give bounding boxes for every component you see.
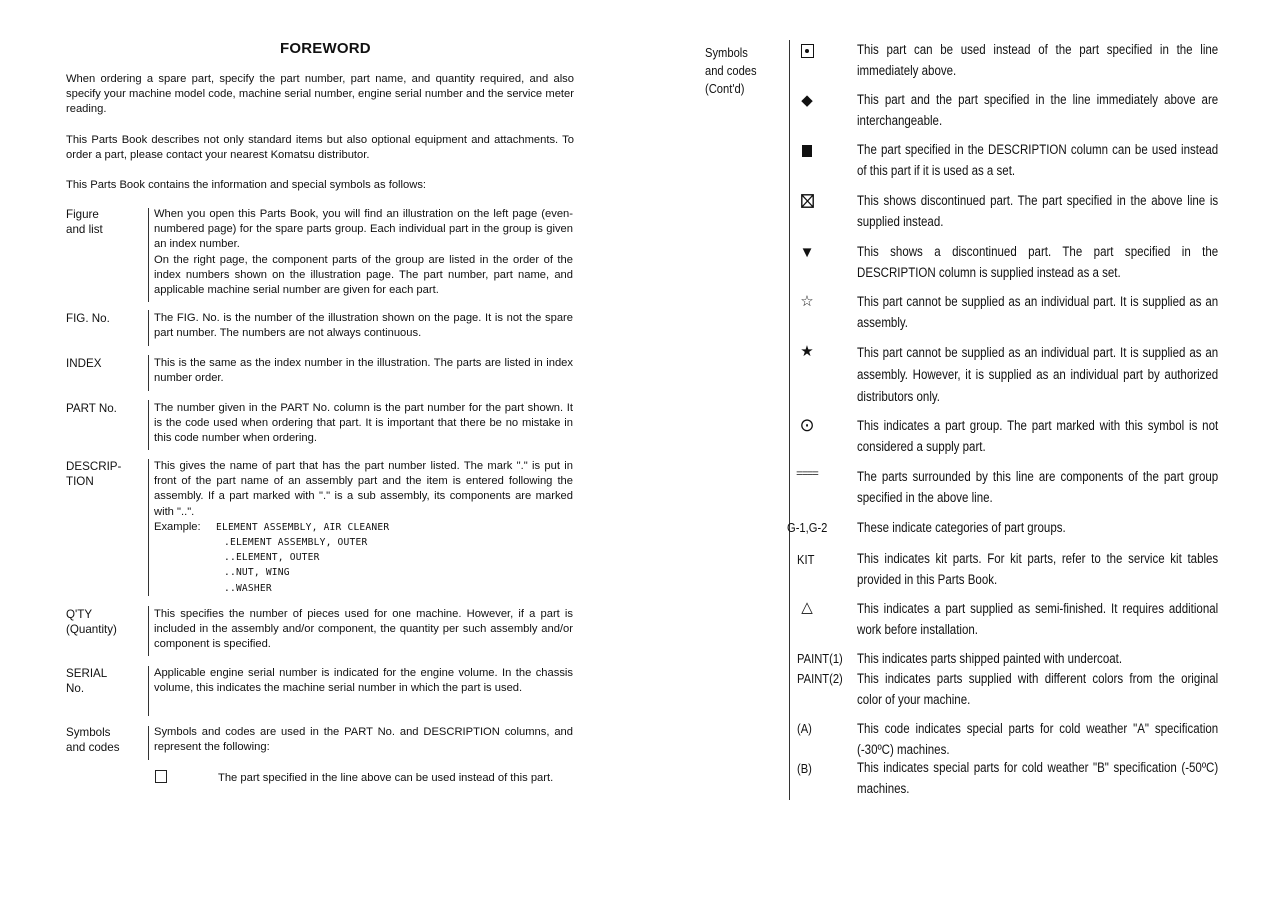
desc-symbols-and-codes: Symbols and codes are used in the PART No. and DESCRIPTION columns, and represent the following: <box>154 726 573 754</box>
symbol-description-2: The part specified in the DESCRIPTION column can be used instead of this part if it is used as a set. <box>857 142 1219 178</box>
intro-paragraph-2: This Parts Book describes not only standard items but also optional equipment and attachments. To order a part, please contact your nearest Komatsu distributor. <box>66 134 574 162</box>
term-part-no: PART No. <box>66 402 117 415</box>
symbol-description-14: This code indicates special parts for cold weather "A" specification (-30ºC) machines. <box>857 721 1219 757</box>
filled-star-icon: ★ <box>800 343 814 360</box>
desc-figure-and-list: When you open this Parts Book, you will find an illustration on the left page (even-numbered page) for the spare parts group. Each individual part in the group is given an index number. On the right page, the component parts of the group are listed in the order of the index numbers shown on the illustration page. The part number, part name, and applicable machine serial number are given for each part. <box>154 208 573 297</box>
code-paint-2: PAINT(2) <box>797 671 843 686</box>
column-divider <box>148 726 149 760</box>
desc-qty: This specifies the number of pieces used for one machine. However, if a part is included in the assembly and/or component, the quantity per such assembly and/or component is specified. <box>154 608 573 651</box>
column-divider <box>148 666 149 716</box>
symbol-description-10: This indicates kit parts. For kit parts, refer to the service kit tables provided in this Parts Book. <box>857 551 1219 587</box>
intro-paragraph-1: When ordering a spare part, specify the part number, part name, and quantity required, and also specify your machine model code, machine serial number, engine serial number and the service meter reading. <box>66 73 574 116</box>
column-divider <box>148 355 149 391</box>
desc-fig-no: The FIG. No. is the number of the illustration shown on the page. It is not the spare part number. The numbers are not always continuous. <box>154 312 573 340</box>
open-triangle-icon: △ <box>801 599 813 616</box>
term-serial-no: SERIAL No. <box>66 667 108 696</box>
desc-part-no: The number given in the PART No. column is the part number for the part shown. It is the code used when ordering that part. It is important that there be no mistake in this code number when ordering. <box>154 402 573 445</box>
term-figure-and-list: Figure and list <box>66 208 103 237</box>
page-title: FOREWORD <box>280 40 371 57</box>
column-divider <box>148 310 149 346</box>
symbol-description-0: This part can be used instead of the part specified in the line immediately above. <box>857 42 1219 78</box>
x-box-icon <box>790 192 824 210</box>
term-fig-no: FIG. No. <box>66 312 110 325</box>
symbol-description-15: This indicates special parts for cold weather "B" specification (-50ºC) machines. <box>857 760 1219 796</box>
symbols-heading: Symbols and codes (Cont'd) <box>705 45 757 96</box>
code-a: (A) <box>797 721 812 736</box>
symbol-description-6: This part cannot be supplied as an individual part. It is supplied as an assembly. However, it is supplied as an individual part by authorized distributors only. <box>857 345 1219 404</box>
diamond-icon: ◆ <box>801 92 813 109</box>
symbol-description-9: These indicate categories of part groups. <box>857 520 1066 535</box>
open-square-description: The part specified in the line above can be used instead of this part. <box>218 772 554 784</box>
example-line-0: Example: ELEMENT ASSEMBLY, AIR CLEANER <box>154 520 390 533</box>
column-divider <box>148 400 149 450</box>
symbol-description-8: The parts surrounded by this line are components of the part group specified in the above line. <box>857 469 1219 505</box>
open-square-icon <box>155 770 167 783</box>
desc-index: This is the same as the index number in the illustration. The parts are listed in index number order. <box>154 357 573 385</box>
example-line-1: .ELEMENT ASSEMBLY, OUTER <box>224 537 368 549</box>
column-divider <box>148 208 149 302</box>
left-page <box>0 0 640 909</box>
desc-description: This gives the name of part that has the part number listed. The mark "." is put in front of the part name of an assembly part and the item is entered following the assembly. If a part marked with "." is a sub assembly, its components are marked with "..". Example: ELEMENT ASSEMBLY, AIR CLEANER .ELEMENT ASSEMBLY, OUTER ..ELEMENT, OUTER ..NUT, WING ..WASHER <box>154 459 573 596</box>
symbol-description-4: This shows a discontinued part. The part specified in the DESCRIPTION column is supplied instead as a set. <box>857 244 1219 280</box>
term-index: INDEX <box>66 357 102 370</box>
example-line-2: ..ELEMENT, OUTER <box>224 552 320 564</box>
term-description: DESCRIP- TION <box>66 460 122 489</box>
symbol-description-13: This indicates parts supplied with different colors from the original color of your machine. <box>857 671 1219 707</box>
open-star-icon: ☆ <box>800 293 814 310</box>
column-divider <box>148 459 149 596</box>
code-kit: KIT <box>797 552 815 567</box>
square-dot-icon <box>790 42 824 60</box>
term-symbols-and-codes: Symbols and codes <box>66 726 120 755</box>
example-line-4: ..WASHER <box>224 582 272 594</box>
symbol-description-5: This part cannot be supplied as an individual part. It is supplied as an assembly. <box>857 294 1219 330</box>
circle-dot-icon: ⊙ <box>799 415 815 435</box>
desc-serial-no: Applicable engine serial number is indicated for the engine volume. In the chassis volume, this indicates the machine serial number in which the part is used. <box>154 667 573 695</box>
code-paint-1: PAINT(1) <box>797 651 843 666</box>
code-g1-g2: G-1,G-2 <box>787 520 828 535</box>
filled-square-icon <box>790 142 824 160</box>
column-divider <box>148 606 149 656</box>
symbol-description-3: This shows discontinued part. The part specified in the above line is supplied instead. <box>857 193 1219 229</box>
symbol-description-12: This indicates parts shipped painted with undercoat. <box>857 651 1123 666</box>
down-triangle-icon: ▼ <box>799 244 815 261</box>
symbol-description-11: This indicates a part supplied as semi-finished. It requires additional work before installation. <box>857 601 1219 637</box>
example-line-3: ..NUT, WING <box>224 567 290 579</box>
right-page <box>640 0 1281 909</box>
symbol-description-1: This part and the part specified in the line immediately above are interchangeable. <box>857 92 1219 128</box>
symbol-description-7: This indicates a part group. The part marked with this symbol is not considered a supply part. <box>857 418 1219 454</box>
term-qty: Q'TY (Quantity) <box>66 608 117 637</box>
code-b: (B) <box>797 761 812 776</box>
intro-paragraph-3: This Parts Book contains the information and special symbols as follows: <box>66 179 427 191</box>
double-line-icon: ==== <box>796 468 818 480</box>
